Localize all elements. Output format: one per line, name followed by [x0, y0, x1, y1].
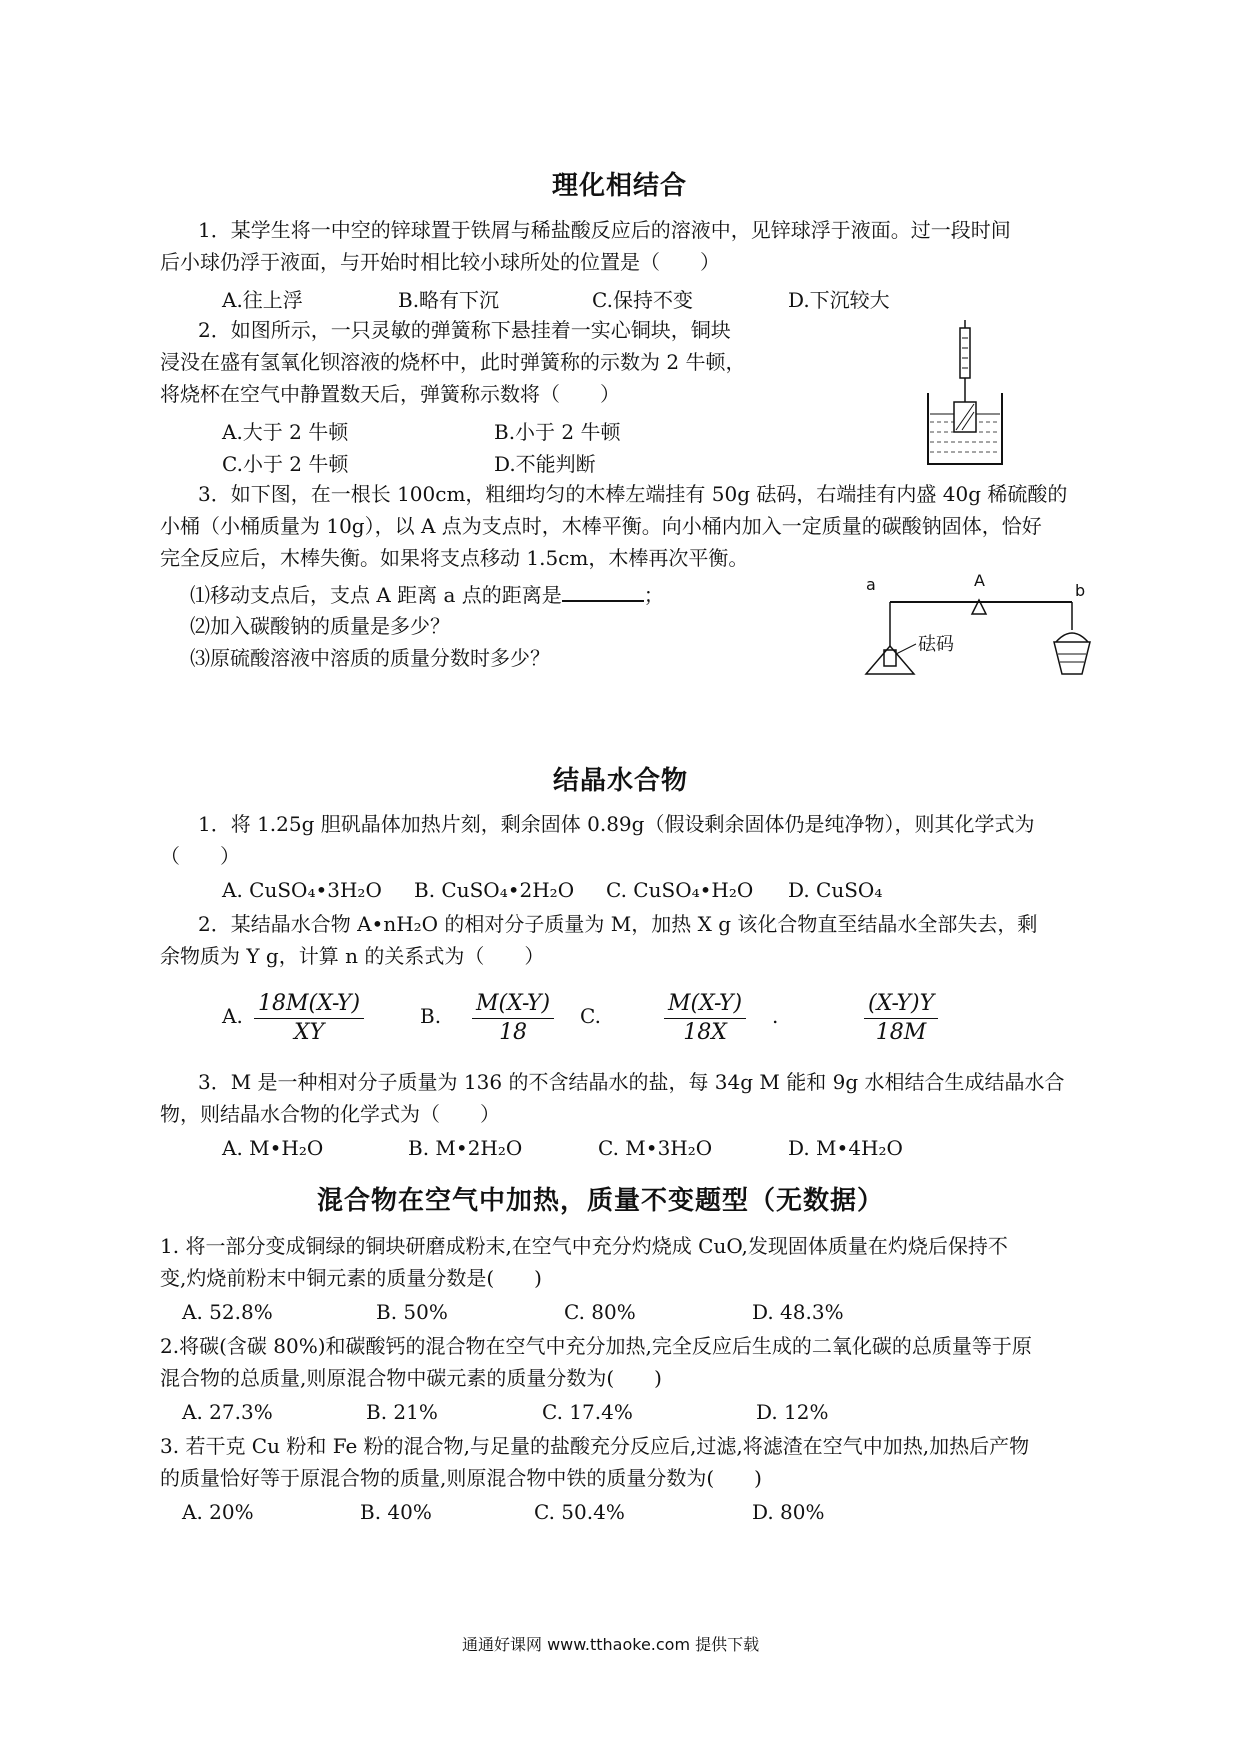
q1-2-option-c: C.小于 2 牛顿: [222, 452, 349, 476]
q1-1-line1: 1．某学生将一中空的锌球置于铁屑与稀盐酸反应后的溶液中，见锌球浮于液面。过一段时间: [198, 218, 1011, 242]
q2-3-line2: 物，则结晶水合物的化学式为（ ）: [160, 1102, 500, 1126]
q1-2-option-a: A.大于 2 牛顿: [222, 420, 349, 444]
lever-label-b: b: [1075, 581, 1086, 600]
q1-1-option-a: A.往上浮: [222, 288, 303, 312]
q1-2-option-d: D.不能判断: [494, 452, 596, 476]
q2-2-label-b: B.: [420, 1004, 442, 1028]
q1-3-sub1-text: ⑴移动支点后，支点 A 距离 a 点的距离是: [190, 583, 562, 607]
q1-2-line1: 2．如图所示，一只灵敏的弹簧称下悬挂着一实心铜块，铜块: [198, 318, 731, 342]
q2-2-label-c: C.: [580, 1004, 601, 1028]
q1-2-option-b: B.小于 2 牛顿: [494, 420, 621, 444]
q3-1-option-d: D. 48.3%: [752, 1300, 844, 1324]
fraction-denominator: 18M: [875, 1020, 927, 1045]
q1-3-sub2: ⑵加入碳酸钠的质量是多少？: [190, 614, 450, 638]
q2-3-option-b: B. M•2H₂O: [408, 1136, 523, 1160]
q3-1-option-b: B. 50%: [376, 1300, 448, 1324]
q3-2-option-a: A. 27.3%: [182, 1400, 273, 1424]
fraction-numerator: 18M(X-Y): [254, 990, 364, 1019]
lever-label-fulcrum: A: [974, 571, 985, 590]
q3-3-line2: 的质量恰好等于原混合物的质量,则原混合物中铁的质量分数为( ): [160, 1466, 762, 1490]
q2-1-option-a: A. CuSO₄•3H₂O: [222, 878, 382, 902]
q1-3-line3: 完全反应后，木棒失衡。如果将支点移动 1.5cm，木棒再次平衡。: [160, 546, 749, 570]
q1-3-sub1-end: ；: [643, 583, 664, 607]
q2-2-label-d: .: [772, 1004, 779, 1028]
q1-2-line2: 浸没在盛有氢氧化钡溶液的烧杯中，此时弹簧称的示数为 2 牛顿，: [160, 350, 746, 374]
q3-3-option-d: D. 80%: [752, 1500, 825, 1524]
q3-3-option-c: C. 50.4%: [534, 1500, 625, 1524]
fraction-numerator: M(X-Y): [472, 990, 554, 1019]
q2-2-fraction-c: [664, 990, 746, 1047]
lever-label-a: a: [866, 575, 876, 594]
q2-2-line2: 余物质为 Y g，计算 n 的关系式为（ ）: [160, 944, 545, 968]
q3-2-option-d: D. 12%: [756, 1400, 829, 1424]
q3-2-line1: 2.将碳(含碳 80%)和碳酸钙的混合物在空气中充分加热,完全反应后生成的二氧化碳的总质量等于原: [160, 1334, 1032, 1358]
q2-2-fraction-a: [254, 990, 364, 1047]
q2-3-option-c: C. M•3H₂O: [598, 1136, 713, 1160]
spring-balance-figure: [920, 318, 1010, 468]
q3-2-option-b: B. 21%: [366, 1400, 438, 1424]
fraction-numerator: (X-Y)Y: [864, 990, 938, 1019]
q3-1-line1: 1. 将一部分变成铜绿的铜块研磨成粉末,在空气中充分灼烧成 CuO,发现固体质量在灼烧后保持不: [160, 1234, 1008, 1258]
fraction-denominator: 18X: [683, 1020, 727, 1045]
q3-3-line1: 3. 若干克 Cu 粉和 Fe 粉的混合物,与足量的盐酸充分反应后,过滤,将滤渣在空气中加热,加热后产物: [160, 1434, 1030, 1458]
fraction-denominator: 18: [499, 1020, 528, 1045]
q2-3-line1: 3．M 是一种相对分子质量为 136 的不含结晶水的盐，每 34g M 能和 9g 水相结合生成结晶水合: [198, 1070, 1065, 1094]
q3-1-option-a: A. 52.8%: [182, 1300, 273, 1324]
q2-1-option-c: C. CuSO₄•H₂O: [606, 878, 754, 902]
q3-1-option-c: C. 80%: [564, 1300, 636, 1324]
lever-figure: [862, 566, 1107, 681]
fraction-numerator: M(X-Y): [664, 990, 746, 1019]
q3-3-option-b: B. 40%: [360, 1500, 432, 1524]
page-footer: 通通好课网 www.tthaoke.com 提供下载: [462, 1635, 760, 1654]
q1-2-line3: 将烧杯在空气中静置数天后，弹簧称示数将（ ）: [160, 382, 620, 406]
q3-2-option-c: C. 17.4%: [542, 1400, 633, 1424]
q2-1-line2: （ ）: [160, 844, 240, 868]
q3-1-line2: 变,灼烧前粉末中铜元素的质量分数是( ): [160, 1266, 542, 1290]
q2-1-option-d: D. CuSO₄: [788, 878, 883, 902]
q2-2-line1: 2．某结晶水合物 A•nH₂O 的相对分子质量为 M，加热 X g 该化合物直至结晶水全部失去，剩: [198, 912, 1038, 936]
q1-3-line1: 3．如下图，在一根长 100cm，粗细均匀的木棒左端挂有 50g 砝码，右端挂有内盛 40g 稀硫酸的: [198, 482, 1068, 506]
answer-blank: [562, 582, 644, 602]
section-title-2: 结晶水合物: [553, 766, 689, 796]
q2-2-fraction-d: [864, 990, 938, 1047]
lever-label-weight: 砝码: [918, 634, 954, 655]
q2-3-option-a: A. M•H₂O: [222, 1136, 324, 1160]
q2-1-option-b: B. CuSO₄•2H₂O: [414, 878, 575, 902]
q2-1-line1: 1．将 1.25g 胆矾晶体加热片刻，剩余固体 0.89g（假设剩余固体仍是纯净物），则其化学式为: [198, 812, 1035, 836]
q3-2-line2: 混合物的总质量,则原混合物中碳元素的质量分数为( ): [160, 1366, 662, 1390]
q1-3-sub1: [190, 582, 664, 607]
q1-1-line2: 后小球仍浮于液面，与开始时相比较小球所处的位置是（ ）: [160, 250, 720, 274]
fraction-denominator: XY: [293, 1020, 325, 1045]
q2-3-option-d: D. M•4H₂O: [788, 1136, 903, 1160]
q1-1-option-b: B.略有下沉: [398, 288, 500, 312]
q1-1-option-c: C.保持不变: [592, 288, 693, 312]
section-title-3: 混合物在空气中加热，质量不变题型（无数据）: [317, 1186, 885, 1216]
q3-3-option-a: A. 20%: [182, 1500, 254, 1524]
q2-2-fraction-b: [472, 990, 554, 1047]
section-title-1: 理化相结合: [552, 171, 688, 201]
q1-3-line2: 小桶（小桶质量为 10g），以 A 点为支点时，木棒平衡。向小桶内加入一定质量的碳酸钠固体，恰好: [160, 514, 1042, 538]
q1-3-sub3: ⑶原硫酸溶液中溶质的质量分数时多少？: [190, 646, 550, 670]
q2-2-label-a: A.: [222, 1004, 243, 1028]
q1-1-option-d: D.下沉较大: [788, 288, 890, 312]
